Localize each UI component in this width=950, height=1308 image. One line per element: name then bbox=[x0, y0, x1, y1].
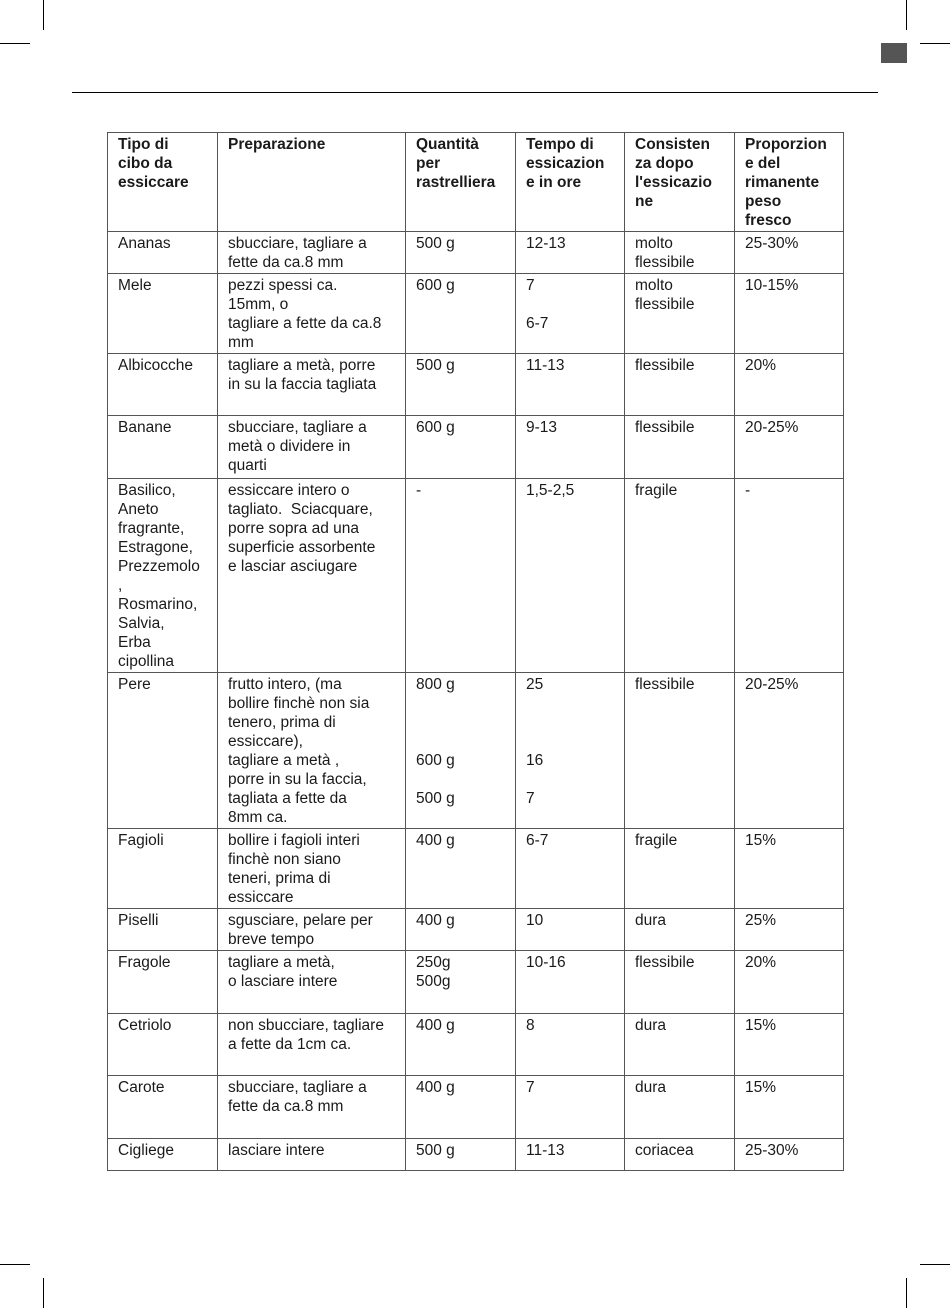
cell-consistency bbox=[625, 232, 735, 274]
header-line: Tempo di bbox=[526, 136, 594, 153]
cell-line: essiccare), bbox=[228, 733, 303, 750]
cell-line: superficie assorbente bbox=[228, 539, 376, 556]
cell-line: frutto intero, (ma bbox=[228, 676, 342, 693]
cell-line: molto bbox=[635, 277, 673, 294]
cell-line: pezzi spessi ca. bbox=[228, 277, 338, 294]
cell-drying-time bbox=[516, 829, 625, 909]
cell-food-type bbox=[108, 909, 218, 951]
cell-drying-time bbox=[516, 1076, 625, 1139]
cell-line: 500 g bbox=[416, 357, 455, 374]
cell-line: 25-30% bbox=[745, 1142, 799, 1159]
cell-food-type bbox=[108, 354, 218, 416]
cell-weight-ratio bbox=[735, 1139, 844, 1171]
cell-line: - bbox=[416, 482, 422, 499]
header-quantity bbox=[406, 133, 516, 232]
cell-line bbox=[416, 732, 511, 751]
cell-line: 500 g bbox=[416, 790, 455, 807]
cell-line: tagliare a metà, bbox=[228, 954, 335, 971]
cell-line: tenero, prima di bbox=[228, 714, 336, 731]
cell-weight-ratio bbox=[735, 479, 844, 673]
cell-line: 400 g bbox=[416, 912, 455, 929]
cell-weight-ratio bbox=[735, 354, 844, 416]
cell-line: 500 g bbox=[416, 235, 455, 252]
table-row bbox=[108, 232, 844, 274]
header-consistency bbox=[625, 133, 735, 232]
cell-food-type bbox=[108, 951, 218, 1014]
cell-line bbox=[416, 770, 511, 789]
cell-line: Aneto bbox=[118, 501, 159, 518]
cell-line: flessibile bbox=[635, 296, 695, 313]
cell-line: 800 g bbox=[416, 676, 455, 693]
cell-food-type bbox=[108, 829, 218, 909]
table-row bbox=[108, 909, 844, 951]
table-row bbox=[108, 1139, 844, 1171]
cell-line: 16 bbox=[526, 752, 544, 769]
page-tab-marker bbox=[881, 43, 907, 63]
cell-line: Fragole bbox=[118, 954, 171, 971]
crop-mark-bottom-left-v bbox=[43, 1278, 44, 1308]
header-line: e in ore bbox=[526, 174, 582, 191]
cell-drying-time bbox=[516, 1014, 625, 1076]
cell-line: flessibile bbox=[635, 254, 695, 271]
cell-drying-time bbox=[516, 479, 625, 673]
cell-quantity bbox=[406, 1139, 516, 1171]
crop-mark-top-right-v bbox=[906, 0, 907, 30]
cell-weight-ratio bbox=[735, 416, 844, 479]
cell-line: 25% bbox=[745, 912, 777, 929]
cell-quantity bbox=[406, 951, 516, 1014]
cell-line: 11-13 bbox=[526, 1142, 565, 1159]
cell-preparation bbox=[218, 829, 406, 909]
cell-consistency bbox=[625, 951, 735, 1014]
cell-line: sgusciare, pelare per bbox=[228, 912, 373, 929]
cell-line: 7 bbox=[526, 790, 535, 807]
cell-preparation bbox=[218, 274, 406, 354]
cell-line: 500 g bbox=[416, 1142, 455, 1159]
table-header-row bbox=[108, 133, 844, 232]
cell-line: 400 g bbox=[416, 1017, 455, 1034]
cell-line: Pere bbox=[118, 676, 151, 693]
cell-food-type bbox=[108, 416, 218, 479]
cell-consistency bbox=[625, 829, 735, 909]
cell-line: 11-13 bbox=[526, 357, 565, 374]
cell-line: Fagioli bbox=[118, 832, 164, 849]
cell-line: 9-13 bbox=[526, 419, 558, 436]
cell-line: 400 g bbox=[416, 832, 455, 849]
cell-drying-time bbox=[516, 354, 625, 416]
cell-line: fette da ca.8 mm bbox=[228, 1098, 344, 1115]
cell-quantity bbox=[406, 479, 516, 673]
cell-line: breve tempo bbox=[228, 931, 315, 948]
cell-quantity bbox=[406, 1076, 516, 1139]
header-line: peso bbox=[745, 193, 782, 210]
cell-food-type bbox=[108, 479, 218, 673]
header-line: essiccare bbox=[118, 174, 189, 191]
crop-mark-bottom-left-h bbox=[0, 1264, 30, 1265]
cell-line: a fette da 1cm ca. bbox=[228, 1036, 352, 1053]
cell-line: porre sopra ad una bbox=[228, 520, 359, 537]
cell-quantity bbox=[406, 354, 516, 416]
cell-line: essiccare bbox=[228, 889, 294, 906]
drying-table bbox=[107, 132, 844, 1171]
cell-line: bollire finchè non sia bbox=[228, 695, 370, 712]
cell-line: tagliato. Sciacquare, bbox=[228, 501, 373, 518]
cell-line: tagliare a metà, porre bbox=[228, 357, 376, 374]
cell-line: bollire i fagioli interi bbox=[228, 832, 360, 849]
cell-consistency bbox=[625, 354, 735, 416]
cell-line: quarti bbox=[228, 457, 267, 474]
cell-line: 6-7 bbox=[526, 832, 549, 849]
cell-consistency bbox=[625, 1014, 735, 1076]
cell-line: flessibile bbox=[635, 676, 695, 693]
cell-weight-ratio bbox=[735, 274, 844, 354]
cell-line bbox=[526, 694, 620, 713]
cell-drying-time bbox=[516, 274, 625, 354]
cell-line: coriacea bbox=[635, 1142, 694, 1159]
cell-line: non sbucciare, tagliare bbox=[228, 1017, 384, 1034]
table-row bbox=[108, 673, 844, 829]
cell-weight-ratio bbox=[735, 232, 844, 274]
cell-line: tagliare a fette da ca.8 bbox=[228, 315, 382, 332]
cell-consistency bbox=[625, 274, 735, 354]
cell-line: teneri, prima di bbox=[228, 870, 331, 887]
cell-line: 15% bbox=[745, 832, 777, 849]
crop-mark-top-left-v bbox=[43, 0, 44, 30]
cell-drying-time bbox=[516, 909, 625, 951]
cell-line: fragile bbox=[635, 482, 678, 499]
cell-preparation bbox=[218, 1139, 406, 1171]
cell-line bbox=[526, 770, 620, 789]
cell-line bbox=[416, 713, 511, 732]
header-line: e del bbox=[745, 155, 781, 172]
cell-consistency bbox=[625, 909, 735, 951]
cell-line: 7 bbox=[526, 1079, 535, 1096]
cell-line: 600 g bbox=[416, 752, 455, 769]
cell-line: 250g bbox=[416, 954, 451, 971]
header-food-type bbox=[108, 133, 218, 232]
header-line: Tipo di bbox=[118, 136, 169, 153]
header-line: Proporzion bbox=[745, 136, 827, 153]
cell-food-type bbox=[108, 1139, 218, 1171]
cell-line: 600 g bbox=[416, 419, 455, 436]
cell-line: , bbox=[118, 577, 123, 594]
cell-line: sbucciare, tagliare a bbox=[228, 1079, 367, 1096]
cell-line: 500g bbox=[416, 973, 451, 990]
cell-weight-ratio bbox=[735, 1014, 844, 1076]
cell-quantity bbox=[406, 673, 516, 829]
header-weight-ratio bbox=[735, 133, 844, 232]
cell-line: 10-16 bbox=[526, 954, 566, 971]
cell-line: 15% bbox=[745, 1017, 777, 1034]
cell-food-type bbox=[108, 274, 218, 354]
table-row bbox=[108, 479, 844, 673]
cell-line: sbucciare, tagliare a bbox=[228, 419, 367, 436]
cell-line: Cetriolo bbox=[118, 1017, 172, 1034]
cell-line: flessibile bbox=[635, 357, 695, 374]
cell-line: 10-15% bbox=[745, 277, 799, 294]
cell-line: dura bbox=[635, 1079, 667, 1096]
table-row bbox=[108, 951, 844, 1014]
cell-line: in su la faccia tagliata bbox=[228, 376, 377, 393]
cell-line: tagliata a fette da bbox=[228, 790, 347, 807]
header-line: fresco bbox=[745, 212, 792, 229]
header-drying-time bbox=[516, 133, 625, 232]
cell-line: 25 bbox=[526, 676, 544, 693]
cell-line: 25-30% bbox=[745, 235, 799, 252]
header-line: za dopo bbox=[635, 155, 694, 172]
cell-line: Piselli bbox=[118, 912, 159, 929]
cell-line: o lasciare intere bbox=[228, 973, 338, 990]
cell-line: molto bbox=[635, 235, 673, 252]
cell-line bbox=[416, 694, 511, 713]
cell-line: essiccare intero o bbox=[228, 482, 350, 499]
cell-weight-ratio bbox=[735, 1076, 844, 1139]
header-line: Consisten bbox=[635, 136, 710, 153]
cell-preparation bbox=[218, 673, 406, 829]
cell-preparation bbox=[218, 951, 406, 1014]
cell-line: Salvia, bbox=[118, 615, 165, 632]
table-row bbox=[108, 354, 844, 416]
cell-line: dura bbox=[635, 1017, 667, 1034]
cell-line: 8mm ca. bbox=[228, 809, 288, 826]
cell-consistency bbox=[625, 1076, 735, 1139]
table-row bbox=[108, 1014, 844, 1076]
cell-line: 20% bbox=[745, 357, 777, 374]
cell-line: fette da ca.8 mm bbox=[228, 254, 344, 271]
header-line: per bbox=[416, 155, 441, 172]
cell-food-type bbox=[108, 1014, 218, 1076]
cell-line: fragile bbox=[635, 832, 678, 849]
cell-line bbox=[526, 713, 620, 732]
cell-line: 10 bbox=[526, 912, 544, 929]
cell-line: Ananas bbox=[118, 235, 171, 252]
table-row bbox=[108, 416, 844, 479]
cell-line: Mele bbox=[118, 277, 152, 294]
cell-line: Prezzemolo bbox=[118, 558, 200, 575]
cell-line: flessibile bbox=[635, 419, 695, 436]
cell-line: 600 g bbox=[416, 277, 455, 294]
cell-preparation bbox=[218, 909, 406, 951]
cell-preparation bbox=[218, 1076, 406, 1139]
cell-preparation bbox=[218, 416, 406, 479]
cell-drying-time bbox=[516, 951, 625, 1014]
header-rule bbox=[72, 92, 878, 93]
cell-line: 15% bbox=[745, 1079, 777, 1096]
cell-line: 400 g bbox=[416, 1079, 455, 1096]
cell-line: e lasciar asciugare bbox=[228, 558, 358, 575]
cell-quantity bbox=[406, 1014, 516, 1076]
cell-line: finchè non siano bbox=[228, 851, 341, 868]
header-line: Quantità bbox=[416, 136, 479, 153]
cell-consistency bbox=[625, 416, 735, 479]
header-line: rimanente bbox=[745, 174, 820, 191]
cell-line: Basilico, bbox=[118, 482, 176, 499]
cell-line bbox=[526, 732, 620, 751]
cell-consistency bbox=[625, 1139, 735, 1171]
cell-line: porre in su la faccia, bbox=[228, 771, 367, 788]
cell-consistency bbox=[625, 673, 735, 829]
cell-line: metà o dividere in bbox=[228, 438, 351, 455]
cell-quantity bbox=[406, 416, 516, 479]
cell-line: 12-13 bbox=[526, 235, 566, 252]
crop-mark-bottom-right-h bbox=[920, 1264, 950, 1265]
cell-weight-ratio bbox=[735, 829, 844, 909]
cell-line: fragrante, bbox=[118, 520, 185, 537]
cell-drying-time bbox=[516, 1139, 625, 1171]
cell-line: cipollina bbox=[118, 653, 175, 670]
cell-line: mm bbox=[228, 334, 254, 351]
cell-weight-ratio bbox=[735, 673, 844, 829]
crop-mark-top-left-h bbox=[0, 43, 30, 44]
cell-preparation bbox=[218, 1014, 406, 1076]
cell-line bbox=[526, 295, 620, 314]
cell-line: 7 bbox=[526, 277, 535, 294]
header-line: l'essicazio bbox=[635, 174, 712, 191]
cell-line: 15mm, o bbox=[228, 296, 289, 313]
cell-line: 20% bbox=[745, 954, 777, 971]
cell-drying-time bbox=[516, 416, 625, 479]
header-preparation bbox=[218, 133, 406, 232]
cell-line: 20-25% bbox=[745, 676, 799, 693]
table-row bbox=[108, 274, 844, 354]
cell-preparation bbox=[218, 232, 406, 274]
cell-line: lasciare intere bbox=[228, 1142, 325, 1159]
table-row bbox=[108, 829, 844, 909]
cell-drying-time bbox=[516, 673, 625, 829]
cell-quantity bbox=[406, 232, 516, 274]
header-line: cibo da bbox=[118, 155, 173, 172]
table-row bbox=[108, 1076, 844, 1139]
cell-consistency bbox=[625, 479, 735, 673]
crop-mark-bottom-right-v bbox=[906, 1278, 907, 1308]
cell-line: Erba bbox=[118, 634, 151, 651]
cell-quantity bbox=[406, 274, 516, 354]
cell-preparation bbox=[218, 479, 406, 673]
cell-line: Cigliege bbox=[118, 1142, 175, 1159]
cell-line: Rosmarino, bbox=[118, 596, 198, 613]
cell-weight-ratio bbox=[735, 951, 844, 1014]
header-line: Preparazione bbox=[228, 136, 326, 153]
cell-line: dura bbox=[635, 912, 667, 929]
cell-line: Albicocche bbox=[118, 357, 193, 374]
cell-line: 8 bbox=[526, 1017, 535, 1034]
cell-line: flessibile bbox=[635, 954, 695, 971]
cell-line: 1,5-2,5 bbox=[526, 482, 575, 499]
crop-mark-top-right-h bbox=[920, 43, 950, 44]
cell-line: - bbox=[745, 482, 751, 499]
cell-line: 20-25% bbox=[745, 419, 799, 436]
cell-line: Banane bbox=[118, 419, 172, 436]
cell-quantity bbox=[406, 829, 516, 909]
cell-food-type bbox=[108, 673, 218, 829]
cell-preparation bbox=[218, 354, 406, 416]
header-line: essicazion bbox=[526, 155, 605, 172]
cell-line: tagliare a metà , bbox=[228, 752, 340, 769]
header-line: rastrelliera bbox=[416, 174, 496, 191]
cell-drying-time bbox=[516, 232, 625, 274]
cell-food-type bbox=[108, 1076, 218, 1139]
cell-line: Estragone, bbox=[118, 539, 193, 556]
cell-quantity bbox=[406, 909, 516, 951]
header-line: ne bbox=[635, 193, 654, 210]
cell-line: sbucciare, tagliare a bbox=[228, 235, 367, 252]
cell-line: Carote bbox=[118, 1079, 165, 1096]
cell-line: 6-7 bbox=[526, 315, 549, 332]
cell-food-type bbox=[108, 232, 218, 274]
cell-weight-ratio bbox=[735, 909, 844, 951]
